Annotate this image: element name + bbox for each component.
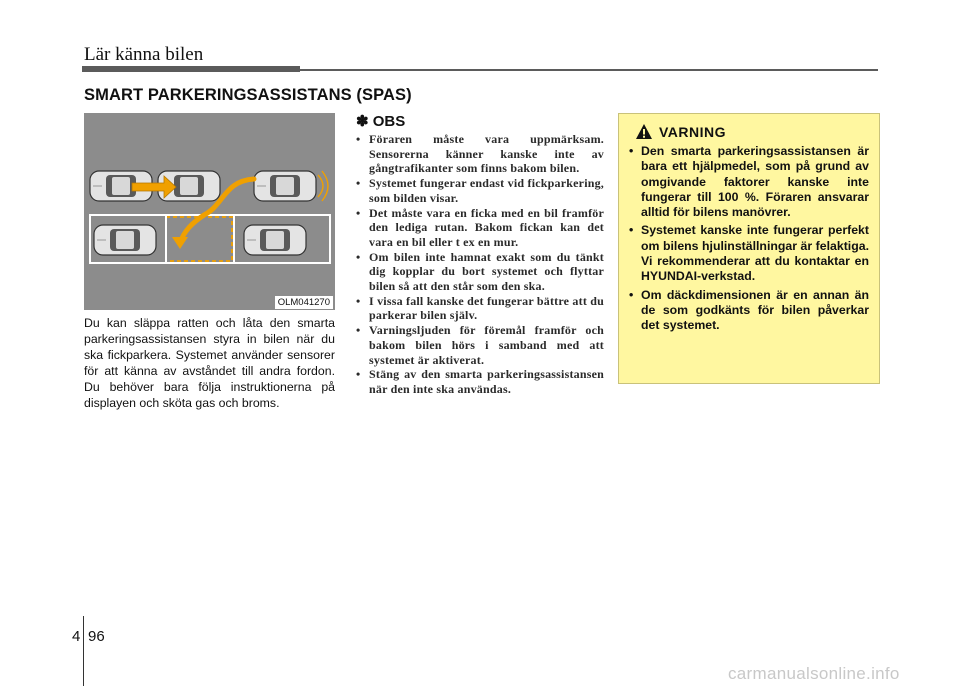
obs-item: • Föraren måste vara uppmärksam. Sensorerna känner kanske inte av gångtrafikanter som finns bakom bilen.	[356, 132, 604, 176]
figure-code: OLM041270	[275, 296, 333, 309]
chapter-number: 4	[72, 628, 81, 645]
car-icon	[94, 225, 156, 255]
header-line	[300, 69, 878, 71]
obs-title: ✽ OBS	[356, 113, 406, 130]
warning-item: • Den smarta parkeringsassistansen är bara ett hjälpmedel, som på grund av omgivande faktorer kanske inte fungerar till 100 %. Föraren ansvarar alltid för bilens manövrer.	[629, 144, 869, 220]
warning-item: • Systemet kanske inte fungerar perfekt om bilens hjulinställningar är felaktiga. Vi rekommenderar att du kontaktar en HYUNDAI-verkstad.	[629, 223, 869, 284]
obs-item: • Systemet fungerar endast vid fickparkering, som bilden visar.	[356, 176, 604, 205]
obs-item: • Om bilen inte hamnat exakt som du tänkt dig kopplar du bort systemet och flyttar bilen så att den står som den ska.	[356, 249, 604, 294]
page-divider	[83, 616, 84, 686]
page-number: 96	[88, 628, 105, 645]
watermark: carmanualsonline.info	[728, 664, 900, 683]
obs-item: • I vissa fall kanske det fungerar bättre att du parkerar bilen själv.	[356, 293, 604, 323]
obs-item: • Stäng av den smarta parkeringsassistansen när den inte ska användas.	[356, 367, 604, 396]
obs-item: • Varningsljuden för föremål framför och bakom bilen hörs i samband med att systemet är aktiverat.	[356, 323, 604, 367]
warning-header	[629, 123, 869, 140]
warning-box	[618, 113, 880, 384]
warning-item: • Om däckdimensionen är en annan än de som godkänts för bilen påverkar det systemet.	[629, 287, 869, 333]
parking-figure	[84, 113, 335, 310]
intro-text: Du kan släppa ratten och låta den smarta parkeringsassistansen styra in bilen när du ska fickparkera. Systemet använder sensorer för att känna av avståndet till andra fordon. Du behöver bara följa instruktionerna på displayen och sköta gas och broms.	[84, 316, 335, 410]
car-icon	[254, 171, 316, 201]
obs-section	[356, 112, 604, 397]
warning-triangle-icon	[635, 123, 653, 140]
section-title: SMART PARKERINGSASSISTANS (SPAS)	[84, 86, 412, 104]
warning-title: VARNING	[659, 123, 727, 140]
header-title: Lär känna bilen	[84, 44, 204, 65]
header-bar	[82, 66, 300, 72]
obs-item: • Det måste vara en ficka med en bil framför den lediga rutan. Bakom fickan kan det vara en bil eller t ex en mur.	[356, 205, 604, 249]
car-icon	[244, 225, 306, 255]
